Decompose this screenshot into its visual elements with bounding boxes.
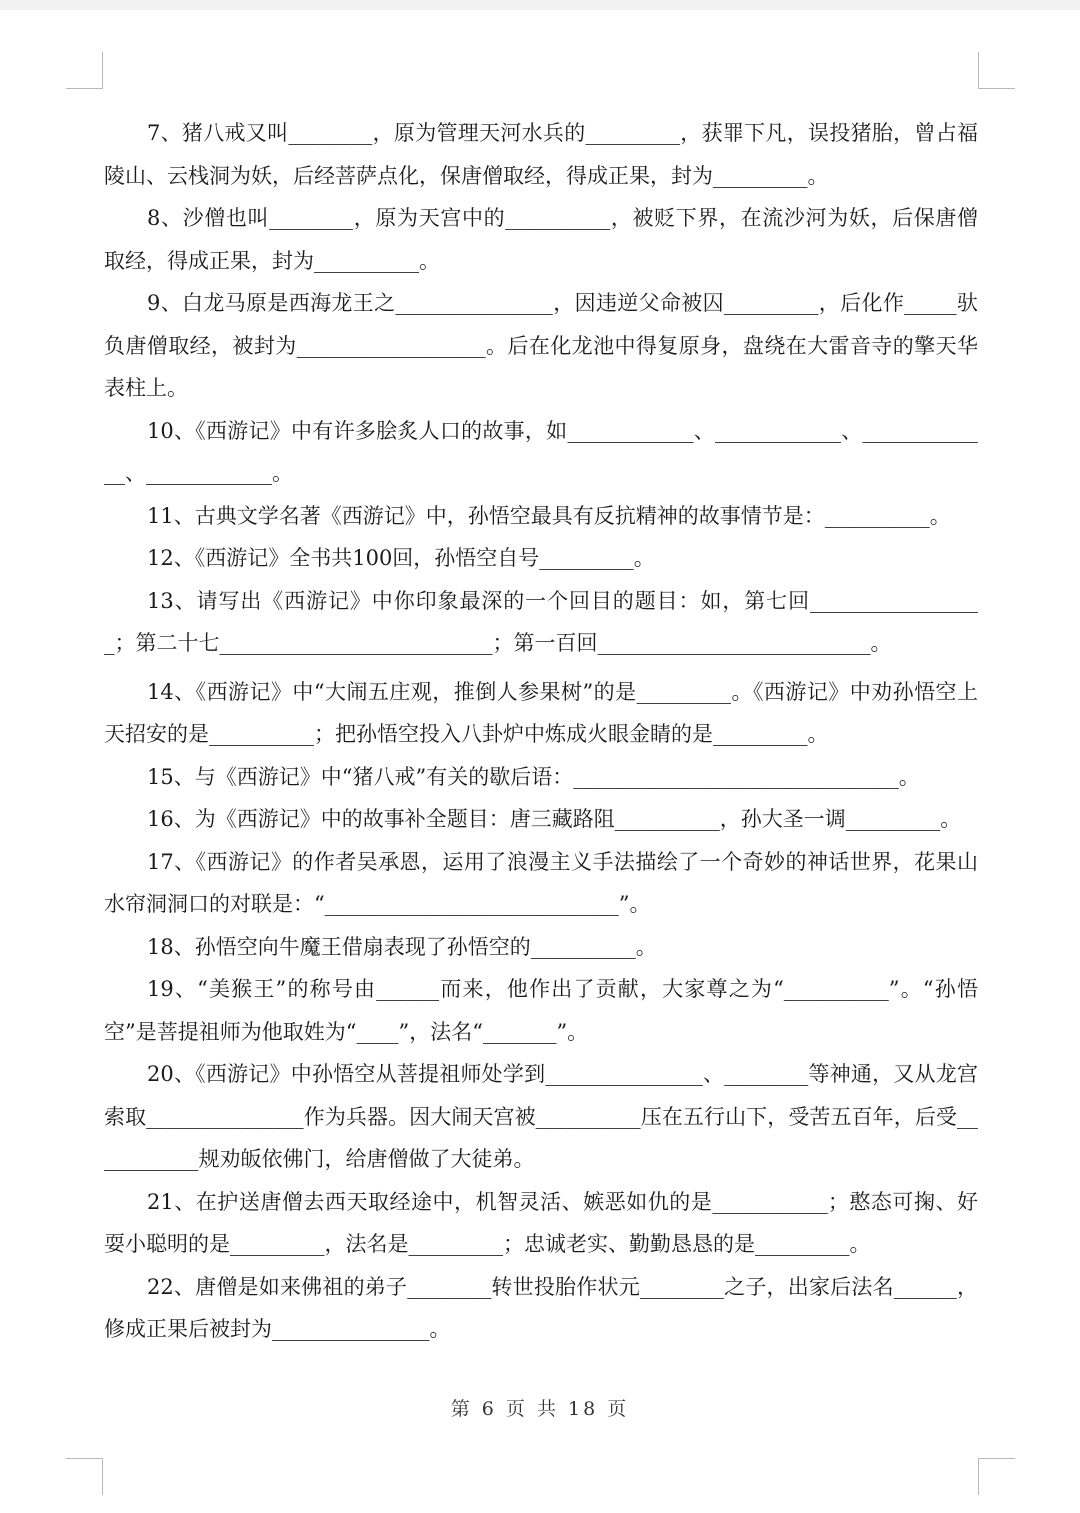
question-14: 14、《西游记》中“大闹五庄观，推倒人参果树”的是_________。《西游记》中劝孙悟空上天招安的是__________；把孙悟空投入八卦炉中炼成火眼金睛的是_________。 bbox=[104, 679, 978, 746]
question-12: 12、《西游记》全书共100回，孙悟空自号_________。 bbox=[147, 546, 655, 570]
question-7: 7、猪八戒又叫________，原为管理天河水兵的_________，获罪下凡，误投猪胎，曾占福陵山、云栈洞为妖，后经菩萨点化，保唐僧取经，得成正果，封为_________。 bbox=[104, 121, 978, 188]
question-21: 21、在护送唐僧去西天取经途中，机智灵活、嫉恶如仇的是___________；憨态可掬、好耍小聪明的是_________，法名是_________；忠诚老实、勤勤恳恳的是_________。 bbox=[104, 1189, 978, 1256]
page-number-footer: 第 6 页 共 18 页 bbox=[450, 1398, 630, 1420]
question-8: 8、沙僧也叫________，原为天宫中的__________，被贬下界，在流沙河为妖，后保唐僧取经，得成正果，封为__________。 bbox=[104, 206, 978, 273]
crop-mark-bottom-right bbox=[978, 1458, 1015, 1495]
question-22: 22、唐僧是如来佛祖的弟子________转世投胎作状元________之子，出家后法名______，修成正果后被封为_______________。 bbox=[104, 1274, 978, 1341]
crop-mark-bottom-left bbox=[66, 1458, 103, 1495]
question-list bbox=[104, 112, 978, 1351]
question-13: 13、请写出《西游记》中你印象最深的一个回目的题目：如，第七回_________________；第二十七__________________________；第一百回__________________________。 bbox=[104, 588, 978, 655]
question-19: 19、“美猴王”的称号由______而来，他作出了贡献，大家尊之为“__________”。“孙悟空”是菩提祖师为他取姓为“____”，法名“_______”。 bbox=[104, 977, 978, 1044]
question-18: 18、孙悟空向牛魔王借扇表现了孙悟空的__________。 bbox=[147, 934, 657, 959]
question-16: 16、为《西游记》中的故事补全题目：唐三藏路阻__________，孙大圣一调_________。 bbox=[147, 807, 962, 831]
question-20: 20、《西游记》中孙悟空从菩提祖师处学到_______________、________等神通，又从龙宫索取_______________作为兵器。因大闹天宫被__________压在五行山下，受苦五百年，后受___________规劝皈依佛门，给唐僧做了大徒弟。 bbox=[104, 1062, 978, 1171]
question-10: 10、《西游记》中有许多脍炙人口的故事，如____________、____________、_____________、____________。 bbox=[104, 418, 978, 485]
crop-mark-top-right bbox=[978, 52, 1015, 89]
question-17: 17、《西游记》的作者吴承恩，运用了浪漫主义手法描绘了一个奇妙的神话世界，花果山水帘洞洞口的对联是：“____________________________”。 bbox=[104, 849, 978, 916]
question-9: 9、白龙马原是西海龙王之_______________，因违逆父命被囚_________，后化作_____驮负唐僧取经，被封为__________________。后在化龙池中得复原身，盘绕在大雷音寺的擎天华表柱上。 bbox=[104, 291, 978, 400]
question-11: 11、古典文学名著《西游记》中，孙悟空最具有反抗精神的故事情节是：__________。 bbox=[147, 503, 951, 528]
document-page bbox=[0, 10, 1080, 1513]
question-15: 15、与《西游记》中“猪八戒”有关的歇后语：_______________________________。 bbox=[147, 764, 920, 789]
crop-mark-top-left bbox=[66, 52, 103, 89]
